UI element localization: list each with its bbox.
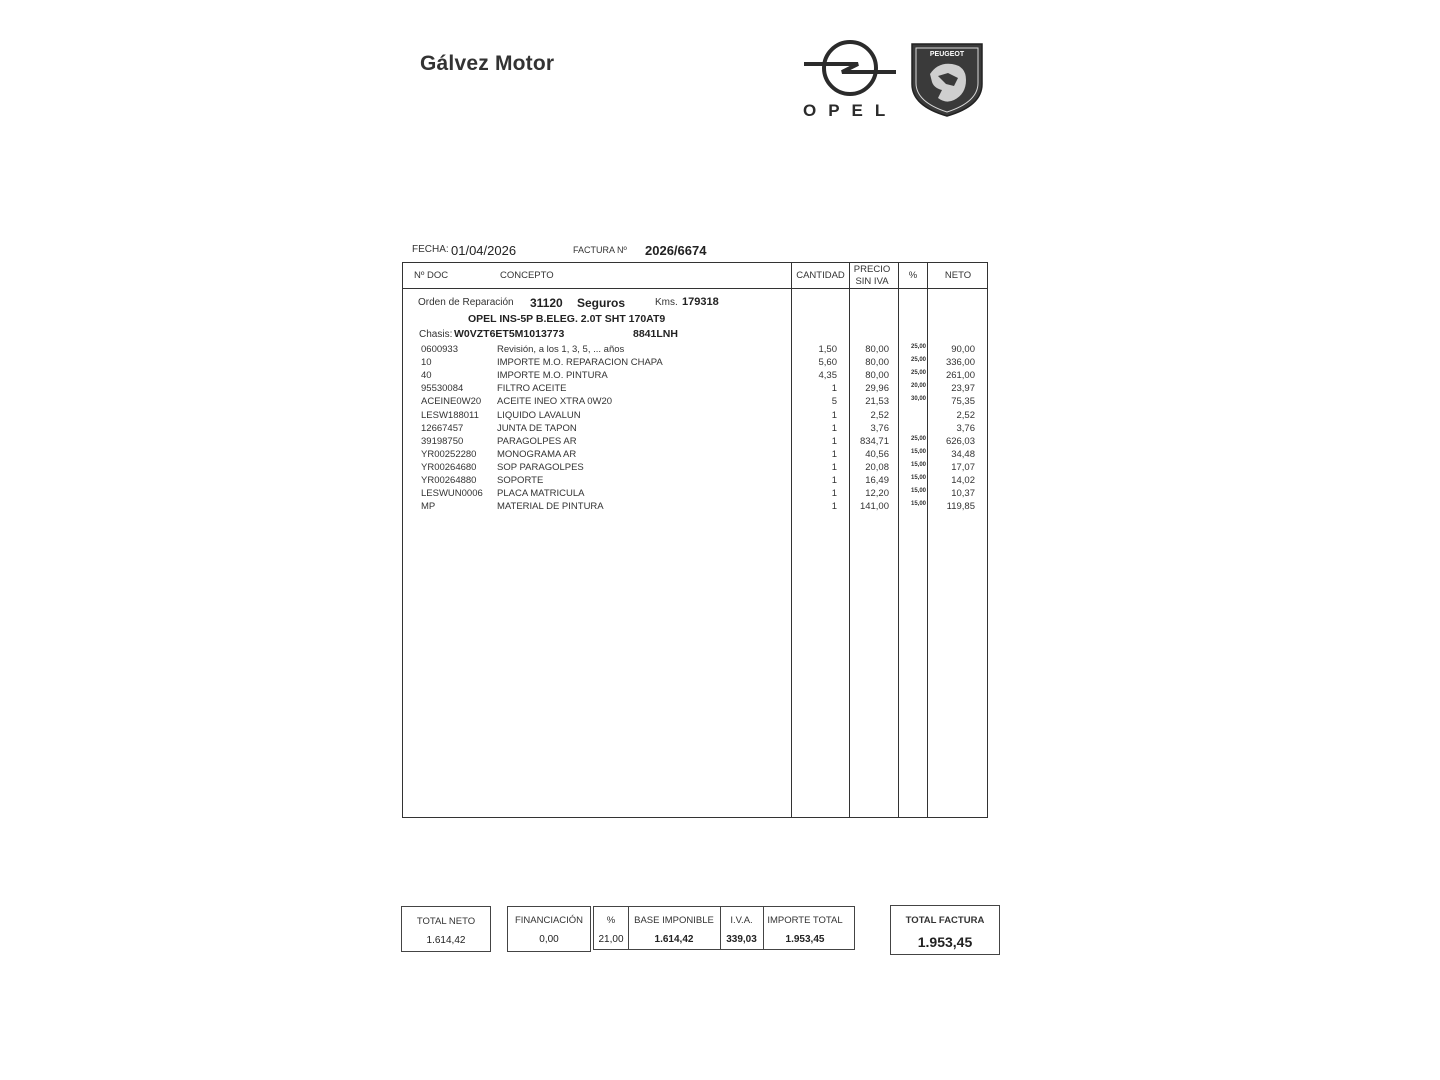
item-discount-pct: 25,00 bbox=[910, 370, 926, 377]
tax-box bbox=[593, 906, 855, 950]
total-factura-box bbox=[890, 905, 1000, 955]
item-description: IMPORTE M.O. PINTURA bbox=[497, 370, 608, 382]
order-type: Seguros bbox=[577, 296, 626, 310]
factura-value: 2026/6674 bbox=[645, 243, 707, 258]
item-code: YR00264880 bbox=[421, 475, 477, 486]
item-price: 12,20 bbox=[865, 488, 889, 500]
item-code: LESW188011 bbox=[421, 409, 479, 421]
financiacion-box bbox=[507, 906, 591, 952]
item-neto: 90,00 bbox=[951, 344, 975, 355]
total-neto-label: TOTAL NETO bbox=[416, 916, 476, 927]
item-code: ACEINE0W20 bbox=[421, 396, 482, 408]
item-code: 95530084 bbox=[421, 383, 464, 395]
item-price: 2,52 bbox=[870, 409, 889, 421]
item-description: MONOGRAMA AR bbox=[497, 448, 577, 460]
item-neto: 3,76 bbox=[956, 422, 975, 434]
peugeot-logo-icon bbox=[908, 40, 986, 118]
item-quantity: 5 bbox=[831, 396, 837, 408]
item-description: SOP PARAGOLPES bbox=[497, 461, 584, 473]
header-doc: Nº DOC bbox=[414, 270, 449, 281]
financiacion-label: FINANCIACIÓN bbox=[514, 915, 584, 926]
item-quantity: 1 bbox=[831, 435, 837, 447]
item-description: PLACA MATRICULA bbox=[497, 488, 585, 500]
item-description: ACEITE INEO XTRA 0W20 bbox=[497, 396, 613, 408]
item-neto: 17,07 bbox=[951, 461, 975, 473]
item-discount-pct: 25,00 bbox=[910, 344, 926, 350]
fecha-label: FECHA: bbox=[412, 244, 449, 255]
item-neto: 14,02 bbox=[951, 475, 975, 486]
kms-value: 179318 bbox=[682, 296, 719, 308]
company-name: Gálvez Motor bbox=[420, 52, 555, 75]
item-price: 3,76 bbox=[870, 422, 889, 434]
total-factura-label: TOTAL FACTURA bbox=[905, 915, 985, 926]
item-price: 29,96 bbox=[865, 383, 889, 395]
opel-wordmark: OPEL bbox=[803, 101, 898, 120]
financiacion-value: 0,00 bbox=[539, 934, 559, 945]
item-price: 80,00 bbox=[865, 370, 889, 382]
item-discount-pct: 15,00 bbox=[910, 488, 926, 495]
item-neto: 10,37 bbox=[951, 488, 975, 500]
importe-total-value: 1.953,45 bbox=[785, 934, 825, 945]
header-neto: NETO bbox=[944, 270, 972, 281]
item-description: LIQUIDO LAVALUN bbox=[497, 409, 581, 421]
item-price: 141,00 bbox=[859, 501, 889, 513]
item-quantity: 1 bbox=[831, 383, 837, 395]
total-neto-box bbox=[401, 906, 491, 952]
item-description: IMPORTE M.O. REPARACION CHAPA bbox=[497, 357, 663, 369]
item-description: JUNTA DE TAPON bbox=[497, 422, 577, 434]
item-quantity: 1 bbox=[831, 461, 837, 473]
item-discount-pct: 20,00 bbox=[910, 383, 926, 390]
item-neto: 2,52 bbox=[956, 409, 975, 421]
total-neto-value: 1.614,42 bbox=[426, 935, 466, 946]
item-discount-pct: 25,00 bbox=[910, 435, 926, 442]
chasis-label: Chasis: bbox=[419, 329, 453, 340]
item-quantity: 1 bbox=[831, 501, 837, 513]
item-quantity: 1 bbox=[831, 448, 837, 460]
item-discount-pct: 15,00 bbox=[910, 475, 926, 481]
item-discount-pct: 30,00 bbox=[910, 396, 926, 403]
kms-label: Kms. bbox=[655, 297, 678, 308]
header-pct: % bbox=[908, 270, 918, 281]
item-discount-pct: 15,00 bbox=[910, 461, 926, 468]
item-description: PARAGOLPES AR bbox=[497, 435, 577, 447]
item-neto: 119,85 bbox=[946, 501, 975, 513]
base-imponible-value: 1.614,42 bbox=[654, 934, 694, 945]
item-code: 39198750 bbox=[421, 435, 464, 447]
item-neto: 336,00 bbox=[945, 357, 975, 369]
item-quantity: 4,35 bbox=[818, 370, 837, 382]
item-discount-pct: 15,00 bbox=[910, 501, 926, 508]
item-code: MP bbox=[421, 501, 436, 513]
fecha-value: 01/04/2026 bbox=[451, 243, 517, 258]
importe-total-label: IMPORTE TOTAL bbox=[767, 915, 843, 926]
item-price: 40,56 bbox=[865, 448, 889, 460]
item-quantity: 5,60 bbox=[818, 357, 837, 369]
item-code: 12667457 bbox=[421, 422, 464, 434]
item-description: MATERIAL DE PINTURA bbox=[497, 501, 604, 513]
item-description: SOPORTE bbox=[497, 475, 544, 486]
item-quantity: 1 bbox=[831, 422, 837, 434]
item-price: 21,53 bbox=[865, 396, 889, 408]
item-quantity: 1 bbox=[831, 475, 837, 486]
item-price: 834,71 bbox=[859, 435, 889, 447]
item-code: 0600933 bbox=[421, 344, 458, 355]
vehicle-model: OPEL INS-5P B.ELEG. 2.0T SHT 170AT9 bbox=[468, 313, 666, 325]
item-code: LESWUN0006 bbox=[421, 488, 483, 500]
item-neto: 23,97 bbox=[951, 383, 975, 395]
order-label: Orden de Reparación bbox=[418, 297, 514, 308]
iva-label: I.V.A. bbox=[730, 915, 753, 926]
item-neto: 34,48 bbox=[951, 448, 975, 460]
item-description: FILTRO ACEITE bbox=[497, 383, 567, 395]
item-neto: 261,00 bbox=[945, 370, 975, 382]
header-concepto: CONCEPTO bbox=[500, 270, 554, 281]
item-code: 40 bbox=[421, 370, 432, 382]
header-cantidad: CANTIDAD bbox=[796, 270, 845, 281]
peugeot-logo-text: PEUGEOT bbox=[929, 51, 965, 58]
item-price: 80,00 bbox=[865, 357, 889, 369]
item-price: 80,00 bbox=[865, 344, 889, 355]
tax-pct-value: 21,00 bbox=[598, 934, 624, 945]
base-imponible-label: BASE IMPONIBLE bbox=[634, 915, 714, 926]
item-quantity: 1 bbox=[831, 409, 837, 421]
tax-pct-label: % bbox=[606, 915, 616, 926]
item-code: YR00264680 bbox=[421, 461, 477, 473]
item-price: 16,49 bbox=[865, 475, 889, 486]
total-factura-value: 1.953,45 bbox=[917, 934, 973, 950]
item-discount-pct: 25,00 bbox=[910, 357, 926, 364]
header-precio: PRECIO SIN IVA bbox=[853, 264, 891, 287]
plate-value: 8841LNH bbox=[633, 328, 678, 340]
item-description: Revisión, a los 1, 3, 5, ... años bbox=[497, 344, 625, 355]
order-number: 31120 bbox=[530, 296, 563, 310]
item-neto: 626,03 bbox=[945, 435, 975, 447]
item-code: YR00252280 bbox=[421, 448, 477, 460]
chasis-value: W0VZT6ET5M1013773 bbox=[454, 328, 565, 340]
item-code: 10 bbox=[421, 357, 432, 369]
iva-value: 339,03 bbox=[726, 934, 757, 945]
factura-label: FACTURA Nº bbox=[573, 245, 627, 255]
table-header-divider bbox=[402, 288, 988, 289]
item-quantity: 1 bbox=[831, 488, 837, 500]
item-neto: 75,35 bbox=[951, 396, 975, 408]
item-discount-pct: 15,00 bbox=[910, 448, 926, 455]
item-price: 20,08 bbox=[865, 461, 889, 473]
item-quantity: 1,50 bbox=[818, 344, 837, 355]
